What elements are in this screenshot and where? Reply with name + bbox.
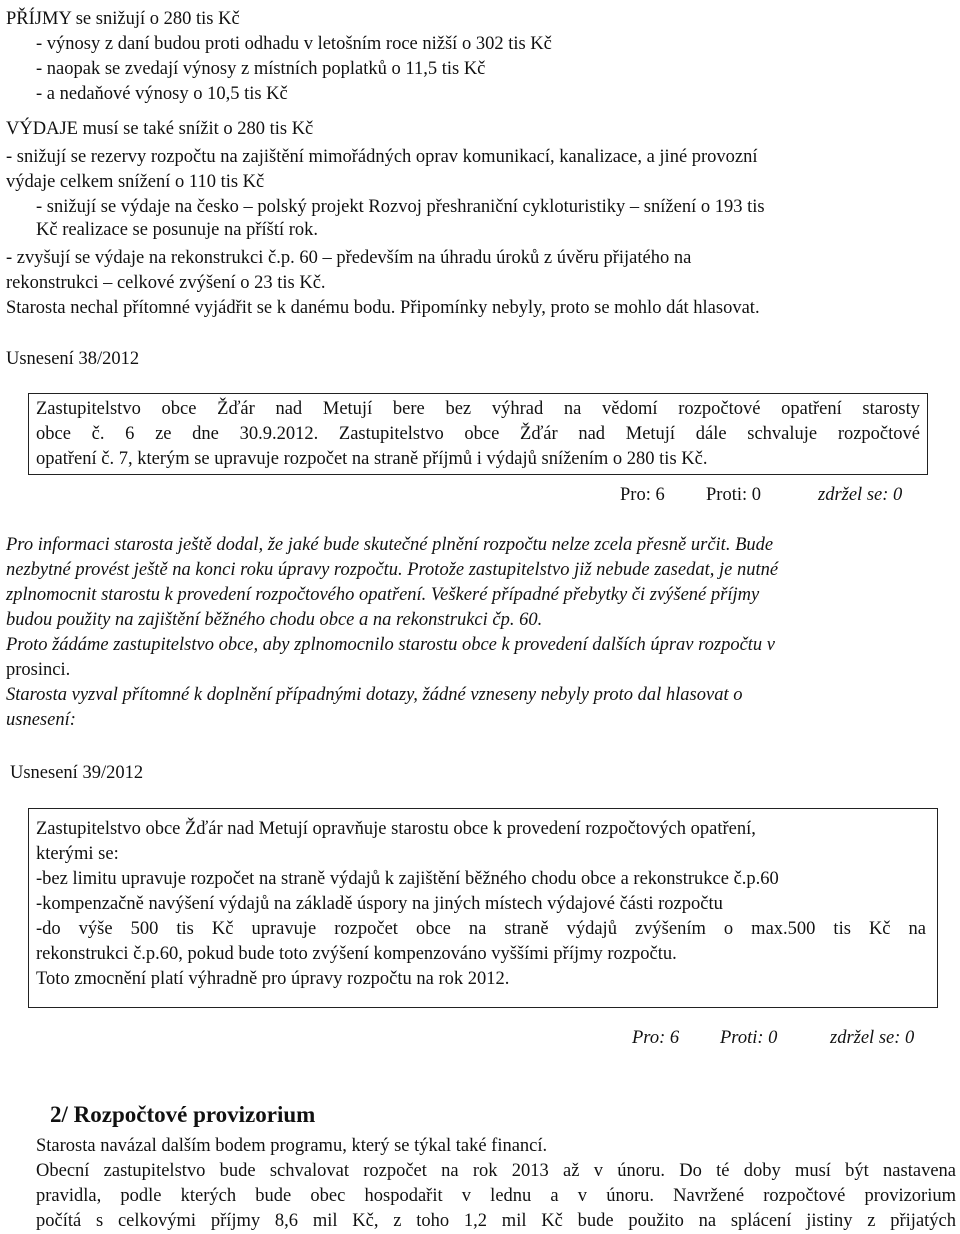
resolution-39-vote-abstain: zdržel se: 0 <box>830 1028 915 1048</box>
resolution-38-box <box>28 393 928 475</box>
resolution-39-title: Usnesení 39/2012 <box>10 763 144 783</box>
resolution-38-title: Usnesení 38/2012 <box>6 349 140 369</box>
resolution-39-line: Toto zmocnění platí výhradně pro úpravy rozpočtu na rok 2012. <box>36 969 510 989</box>
expenses-heading: VÝDAJE musí se také snížit o 280 tis Kč <box>6 119 314 139</box>
info-line: nezbytné provést ještě na konci roku úpravy rozpočtu. Protože zastupitelstvo již nebude zasedat, je nutné <box>6 560 779 580</box>
expense-item-line: - snižují se výdaje na česko – polský projekt Rozvoj přeshraniční cykloturistiky – snížení o 193 tis <box>36 197 765 217</box>
income-item: - a nedaňové výnosy o 10,5 tis Kč <box>36 84 288 104</box>
resolution-39-box <box>28 808 938 1008</box>
resolution-39-line: -bez limitu upravuje rozpočet na straně výdajů k zajištění běžného chodu obce a rekonstrukce č.p.60 <box>36 869 779 889</box>
resolution-39-line: rekonstrukci č.p.60, pokud bude toto zvýšení kompenzováno vyššími příjmy rozpočtu. <box>36 944 677 964</box>
section-2-line: Starosta navázal dalším bodem programu, který se týkal také financí. <box>36 1136 548 1156</box>
info-line: zplnomocnit starostu k provedení rozpočtového opatření. Veškeré případné přebytky či zvýšené příjmy <box>6 585 760 605</box>
info-line: Proto žádáme zastupitelstvo obce, aby zplnomocnilo starostu obce k provedení dalších úprav rozpočtu v <box>6 635 776 655</box>
info-line: budou použity na zajištění běžného chodu obce a na rekonstrukci čp. 60. <box>6 610 543 630</box>
section-2-line: počítá s celkovými příjmy 8,6 mil Kč, z toho 1,2 mil Kč bude použito na splácení jistiny z přijatých <box>36 1211 956 1231</box>
info-line: usnesení: <box>6 710 76 730</box>
resolution-38-vote-abstain: zdržel se: 0 <box>818 485 903 505</box>
resolution-38-line: opatření č. 7, kterým se upravuje rozpočet na straně příjmů i výdajů snížením o 280 tis Kč. <box>36 449 708 469</box>
expense-item-line: Kč realizace se posunuje na příští rok. <box>36 220 319 240</box>
info-line: Pro informaci starosta ještě dodal, že jaké bude skutečné plnění rozpočtu nelze zcela přesně určit. Bude <box>6 535 774 555</box>
expenses-closing: Starosta nechal přítomné vyjádřit se k danému bodu. Připomínky nebyly, proto se mohlo dát hlasovat. <box>6 298 760 318</box>
resolution-38-vote-pro: Pro: 6 <box>620 485 665 505</box>
expense-item-line: výdaje celkem snížení o 110 tis Kč <box>6 172 265 192</box>
info-line: prosinci. <box>6 660 71 680</box>
resolution-38-line: obce č. 6 ze dne 30.9.2012. Zastupitelstvo obce Žďár nad Metují dále schvaluje rozpočtové <box>36 424 920 444</box>
resolution-39-line: Zastupitelstvo obce Žďár nad Metují opravňuje starostu obce k provedení rozpočtových opatření, <box>36 819 756 839</box>
income-item: - naopak se zvedají výnosy z místních poplatků o 11,5 tis Kč <box>36 59 486 79</box>
resolution-39-vote-pro: Pro: 6 <box>632 1028 680 1048</box>
resolution-39-line: -kompenzačně navýšení výdajů na základě úspory na jiných místech výdajové části rozpočtu <box>36 894 723 914</box>
section-2-heading: 2/ Rozpočtové provizorium <box>50 1102 316 1127</box>
resolution-38-line: Zastupitelstvo obce Žďár nad Metují bere bez výhrad na vědomí rozpočtové opatření starosty <box>36 399 920 419</box>
section-2-line: Obecní zastupitelstvo bude schvalovat rozpočet na rok 2013 až v únoru. Do té doby musí být nastavena <box>36 1161 956 1181</box>
resolution-38-vote-proti: Proti: 0 <box>706 485 761 505</box>
expense-item-line: - snižují se rezervy rozpočtu na zajištění mimořádných oprav komunikací, kanalizace, a jiné provozní <box>6 147 758 167</box>
info-line: Starosta vyzval přítomné k doplnění případnými dotazy, žádné vzneseny nebyly proto dal hlasovat o <box>6 685 743 705</box>
resolution-39-line: -do výše 500 tis Kč upravuje rozpočet obce na straně výdajů zvýšením o max.500 tis Kč na <box>36 919 926 939</box>
section-2-line: pravidla, podle kterých bude obec hospodařit v lednu a v únoru. Navržené rozpočtové provizorium <box>36 1186 956 1206</box>
resolution-39-line: kterými se: <box>36 844 119 864</box>
income-heading: PŘÍJMY se snižují o 280 tis Kč <box>6 9 240 29</box>
resolution-39-vote-proti: Proti: 0 <box>720 1028 778 1048</box>
income-item: - výnosy z daní budou proti odhadu v letošním roce nižší o 302 tis Kč <box>36 34 552 54</box>
expense-item-line: rekonstrukci – celkové zvýšení o 23 tis Kč. <box>6 273 326 293</box>
expense-item-line: - zvyšují se výdaje na rekonstrukci č.p. 60 – především na úhradu úroků z úvěru přijatého na <box>6 248 692 268</box>
